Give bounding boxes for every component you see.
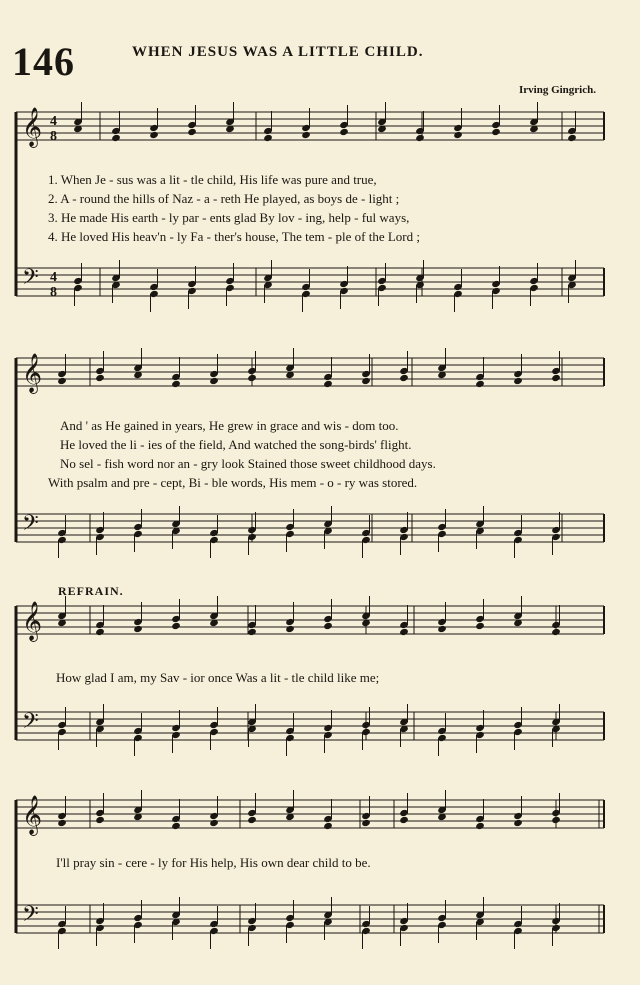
note-head bbox=[171, 622, 181, 630]
time-sig-top: 4 bbox=[50, 114, 57, 129]
note-head bbox=[475, 380, 485, 388]
note-head bbox=[171, 380, 181, 388]
hymn-number: 146 bbox=[12, 39, 75, 84]
verse-4-line-2: With psalm and pre - cept, Bi - ble words, His mem - o - ry was stored. bbox=[48, 475, 418, 490]
verse-1-line-2: And ' as He gained in years, He grew in grace and wis - dom too. bbox=[60, 418, 399, 433]
note-head bbox=[323, 622, 333, 630]
note-head bbox=[491, 128, 501, 136]
bass-clef: 𝄢 bbox=[22, 265, 39, 295]
note-head bbox=[475, 622, 485, 630]
time-sig-bottom: 8 bbox=[50, 285, 57, 300]
note-head bbox=[437, 625, 447, 633]
refrain-line-2: I'll pray sin - cere - ly for His help, His own dear child to be. bbox=[56, 855, 371, 870]
note-head bbox=[95, 816, 105, 824]
time-sig-bottom: 8 bbox=[50, 129, 57, 144]
time-sig-top: 4 bbox=[50, 270, 57, 285]
note-head bbox=[323, 380, 333, 388]
note-head bbox=[149, 131, 159, 139]
note-head bbox=[247, 374, 257, 382]
note-head bbox=[399, 816, 409, 824]
note-head bbox=[285, 625, 295, 633]
note-head bbox=[513, 377, 523, 385]
refrain-line-1: How glad I am, my Sav - ior once Was a lit - tle child like me; bbox=[56, 670, 380, 685]
note-head bbox=[567, 134, 577, 142]
note-head bbox=[171, 822, 181, 830]
note-head bbox=[95, 628, 105, 636]
note-head bbox=[247, 816, 257, 824]
hymn-title: WHEN JESUS WAS A LITTLE CHILD. bbox=[132, 44, 424, 60]
verse-1-line-1: 1. When Je - sus was a lit - tle child, His life was pure and true, bbox=[48, 172, 377, 187]
note-head bbox=[551, 816, 561, 824]
note-head bbox=[301, 131, 311, 139]
note-head bbox=[95, 374, 105, 382]
treble-clef: 𝄞 bbox=[22, 353, 43, 393]
note-head bbox=[475, 822, 485, 830]
note-head bbox=[187, 128, 197, 136]
note-head bbox=[361, 377, 371, 385]
note-head bbox=[551, 628, 561, 636]
author-credit: Irving Gingrich. bbox=[518, 84, 596, 96]
verse-2-line-1: 2. A - round the hills of Naz - a - reth He played, as boys de - light ; bbox=[48, 191, 400, 206]
note-head bbox=[361, 819, 371, 827]
refrain-label: REFRAIN. bbox=[58, 584, 124, 598]
note-head bbox=[57, 377, 67, 385]
note-head bbox=[551, 374, 561, 382]
note-head bbox=[111, 134, 121, 142]
note-head bbox=[339, 128, 349, 136]
note-head bbox=[323, 822, 333, 830]
bass-clef: 𝄢 bbox=[22, 511, 39, 541]
bass-clef: 𝄢 bbox=[22, 709, 39, 739]
verse-3-line-2: No sel - fish word nor an - gry look Stained those sweet childhood days. bbox=[60, 456, 436, 471]
note-head bbox=[399, 628, 409, 636]
verse-2-line-2: He loved the li - ies of the field, And watched the song-birds' flight. bbox=[60, 437, 412, 452]
treble-clef: 𝄞 bbox=[22, 107, 43, 147]
treble-clef: 𝄞 bbox=[22, 795, 43, 835]
note-head bbox=[399, 374, 409, 382]
verse-4-line-1: 4. He loved His heav'n - ly Fa - ther's house, The tem - ple of the Lord ; bbox=[48, 229, 420, 244]
note-head bbox=[133, 625, 143, 633]
note-head bbox=[57, 819, 67, 827]
note-head bbox=[513, 819, 523, 827]
note-head bbox=[209, 377, 219, 385]
treble-clef: 𝄞 bbox=[22, 601, 43, 641]
verse-3-line-1: 3. He made His earth - ly par - ents glad By lov - ing, help - ful ways, bbox=[48, 210, 410, 225]
note-head bbox=[209, 819, 219, 827]
note-head bbox=[247, 628, 257, 636]
bass-clef: 𝄢 bbox=[22, 902, 39, 932]
note-head bbox=[453, 131, 463, 139]
note-head bbox=[415, 134, 425, 142]
note-head bbox=[263, 134, 273, 142]
